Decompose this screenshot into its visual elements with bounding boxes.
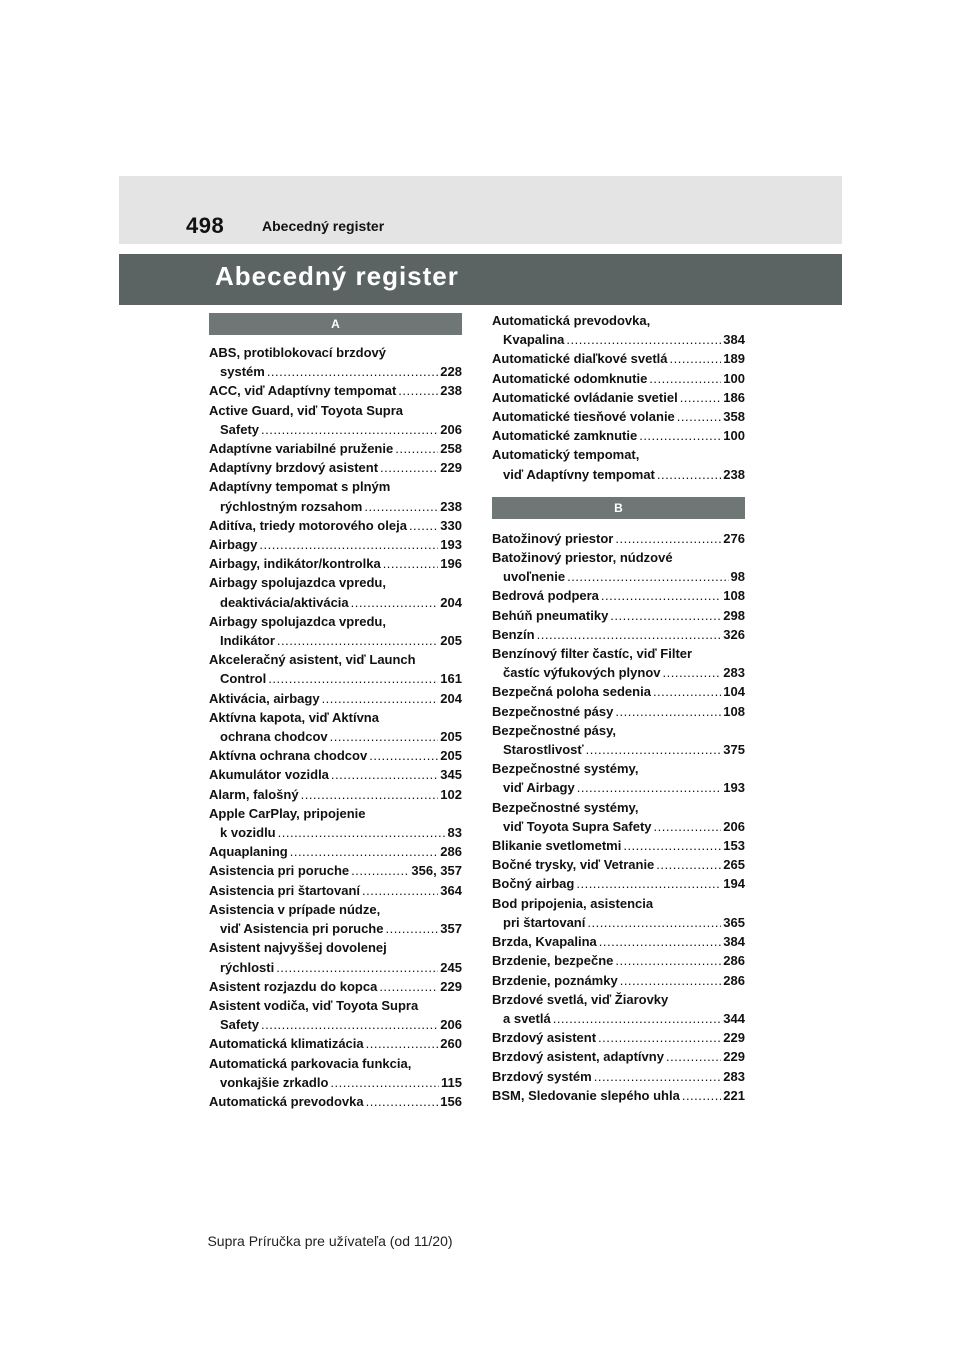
- index-entry: [492, 721, 745, 759]
- index-entry: [209, 516, 462, 535]
- entry-text: Automatické tiesňové volanie: [492, 409, 675, 425]
- index-entry: [209, 458, 462, 477]
- entry-text: Bezpečnostné systémy,: [492, 799, 639, 815]
- page-reference: 193: [440, 537, 462, 553]
- entry-text: Brzdenie, poznámky: [492, 972, 618, 988]
- index-entry: [492, 1028, 745, 1047]
- entry-text: ochrana chodcov: [220, 729, 328, 745]
- title-band: [119, 254, 842, 305]
- entry-text: častíc výfukových plynov: [503, 665, 661, 681]
- entry-text: Asistencia pri poruche: [209, 863, 350, 879]
- letter-heading-a: A: [209, 313, 462, 335]
- page-reference: 194: [723, 876, 745, 892]
- dot-leader: [576, 874, 721, 893]
- entry-text: Automatická klimatizácia: [209, 1036, 364, 1052]
- index-entry: [492, 759, 745, 797]
- dot-leader: [677, 407, 722, 426]
- index-entry: [492, 625, 745, 644]
- entry-text: Airbagy: [209, 537, 258, 553]
- index-entry: [209, 1092, 462, 1111]
- dot-leader: [267, 362, 438, 381]
- page-reference: 204: [440, 594, 462, 610]
- entry-text: Automatické odomknutie: [492, 370, 648, 386]
- dot-leader: [649, 369, 721, 388]
- dot-leader: [385, 919, 438, 938]
- entry-text: Starostlivosť: [503, 742, 584, 758]
- entry-text: Kvapalina: [503, 332, 565, 348]
- dot-leader: [656, 855, 721, 874]
- dot-leader: [620, 971, 722, 990]
- entry-text: Safety: [220, 1017, 260, 1033]
- dot-leader: [598, 1028, 721, 1047]
- entry-text: Automatické diaľkové svetlá: [492, 351, 668, 367]
- entry-text: viď Toyota Supra Safety: [503, 818, 652, 834]
- page-reference: 260: [440, 1036, 462, 1052]
- index-entry: [209, 708, 462, 746]
- index-entry: [492, 548, 745, 586]
- page-reference: 265: [723, 857, 745, 873]
- page-reference: 104: [723, 684, 745, 700]
- entry-text: viď Airbagy: [503, 780, 575, 796]
- index-entry: [492, 529, 745, 548]
- dot-leader: [537, 625, 722, 644]
- entry-text: Automatická prevodovka,: [492, 313, 651, 328]
- index-entry: [492, 874, 745, 893]
- letter-heading-b: B: [492, 497, 745, 519]
- entry-text: systém: [220, 364, 265, 380]
- dot-leader: [594, 1067, 722, 1086]
- page-reference: 286: [723, 972, 745, 988]
- dot-leader: [666, 1047, 721, 1066]
- entry-text: deaktivácia/aktivácia: [220, 594, 349, 610]
- index-entry: [209, 765, 462, 784]
- page-reference: 345: [440, 767, 462, 783]
- entry-text: rýchlosti: [220, 959, 275, 975]
- index-entry: [492, 932, 745, 951]
- dot-leader: [301, 785, 439, 804]
- dot-leader: [261, 1015, 438, 1034]
- dot-leader: [567, 567, 728, 586]
- page-reference: 384: [723, 934, 745, 950]
- page-title: Abecedný register: [215, 261, 459, 291]
- index-entry: [492, 349, 745, 368]
- page-reference: 229: [723, 1030, 745, 1046]
- dot-leader: [670, 349, 722, 368]
- dot-leader: [366, 1034, 439, 1053]
- dot-leader: [663, 663, 722, 682]
- dot-leader: [330, 1073, 439, 1092]
- page-reference: 206: [723, 818, 745, 834]
- page-reference: 286: [440, 844, 462, 860]
- index-entry: [492, 311, 745, 349]
- entry-text: Akumulátor vozidla: [209, 767, 329, 783]
- page-reference: 286: [723, 953, 745, 969]
- entry-text: Asistent rozjazdu do kopca: [209, 978, 378, 994]
- index-entry: [209, 554, 462, 573]
- entry-text: Bočné trysky, viď Vetranie: [492, 857, 655, 873]
- dot-leader: [278, 823, 446, 842]
- entry-text: Safety: [220, 421, 260, 437]
- dot-leader: [259, 535, 438, 554]
- page-reference: 205: [440, 633, 462, 649]
- entry-text: Asistencia pri štartovaní: [209, 882, 360, 898]
- index-entry: [492, 1047, 745, 1066]
- index-entry: [492, 445, 745, 483]
- running-title: Abecedný register: [262, 218, 385, 234]
- page-reference: 375: [723, 742, 745, 758]
- entry-text: Blikanie svetlometmi: [492, 838, 622, 854]
- page-reference: 365: [723, 914, 745, 930]
- entry-text: Aktívna kapota, viď Aktívna: [209, 709, 379, 725]
- page-reference: 330: [440, 517, 462, 533]
- page-reference: 83: [447, 825, 462, 841]
- page-reference: 206: [440, 1017, 462, 1033]
- index-entry: [492, 586, 745, 605]
- entry-text: Bedrová podpera: [492, 588, 599, 604]
- dot-leader: [322, 689, 439, 708]
- dot-leader: [680, 388, 722, 407]
- entry-text: BSM, Sledovanie slepého uhla: [492, 1087, 680, 1103]
- dot-leader: [366, 1092, 439, 1111]
- index-entry: [209, 439, 462, 458]
- entry-text: Alarm, falošný: [209, 786, 299, 802]
- dot-leader: [351, 861, 409, 880]
- page-reference: 102: [440, 786, 462, 802]
- index-entry: [492, 894, 745, 932]
- page-reference: 98: [730, 569, 745, 585]
- footer-text: Supra Príručka pre užívateľa (od 11/20): [207, 1233, 453, 1249]
- dot-leader: [351, 593, 439, 612]
- page-reference: 196: [440, 556, 462, 572]
- index-entry: [209, 900, 462, 938]
- index-entry: [209, 842, 462, 861]
- entry-text: Automatické zamknutie: [492, 428, 638, 444]
- page-reference: 238: [440, 498, 462, 514]
- entry-list: [209, 343, 462, 1111]
- entry-text: Automatické ovládanie svetiel: [492, 389, 678, 405]
- index-entry: [492, 388, 745, 407]
- index-entry: [209, 535, 462, 554]
- index-entry: [492, 836, 745, 855]
- page-reference: 238: [723, 466, 745, 482]
- dot-leader: [566, 330, 721, 349]
- entry-text: Asistent najvyššej dovolenej: [209, 940, 387, 956]
- dot-leader: [586, 740, 722, 759]
- index-entry: [492, 606, 745, 625]
- entry-text: rýchlostným rozsahom: [220, 498, 363, 514]
- index-entry: [209, 477, 462, 515]
- dot-leader: [379, 977, 438, 996]
- page-reference: 153: [723, 838, 745, 854]
- entry-text: pri štartovaní: [503, 914, 586, 930]
- dot-leader: [398, 381, 438, 400]
- index-entry: [209, 689, 462, 708]
- entry-list: [492, 529, 745, 1105]
- entry-text: Asistent vodiča, viď Toyota Supra: [209, 997, 419, 1013]
- page-reference: 221: [723, 1087, 745, 1103]
- dot-leader: [610, 606, 721, 625]
- entry-text: Brzdový systém: [492, 1068, 592, 1084]
- dot-leader: [615, 529, 721, 548]
- entry-text: Brzda, Kvapalina: [492, 934, 597, 950]
- index-entry: [209, 381, 462, 400]
- entry-text: Brzdový asistent, adaptívny: [492, 1049, 664, 1065]
- entry-text: Adaptívny brzdový asistent: [209, 460, 379, 476]
- dot-leader: [623, 836, 721, 855]
- dot-leader: [383, 554, 439, 573]
- entry-text: Automatická prevodovka: [209, 1093, 364, 1109]
- header-band: [119, 176, 842, 244]
- dot-leader: [599, 932, 722, 951]
- page-reference: 229: [723, 1049, 745, 1065]
- entry-text: Benzín: [492, 626, 535, 642]
- dot-leader: [330, 727, 439, 746]
- dot-leader: [601, 586, 721, 605]
- page-reference: 205: [440, 748, 462, 764]
- page-reference: 204: [440, 690, 462, 706]
- page-reference: 357: [440, 921, 462, 937]
- dot-leader: [587, 913, 721, 932]
- entry-text: uvoľnenie: [503, 569, 566, 585]
- entry-text: Aktívna ochrana chodcov: [209, 748, 368, 764]
- page-reference: 108: [723, 588, 745, 604]
- index-entry: [209, 746, 462, 765]
- page-reference: 364: [440, 882, 462, 898]
- index-entry: [209, 1034, 462, 1053]
- entry-text: Brzdový asistent: [492, 1030, 597, 1046]
- dot-leader: [261, 420, 438, 439]
- entry-text: ABS, protiblokovací brzdový: [209, 345, 386, 360]
- page-reference: 205: [440, 729, 462, 745]
- page-reference: 193: [723, 780, 745, 796]
- dot-leader: [682, 1086, 721, 1105]
- index-entry: [492, 426, 745, 445]
- dot-leader: [364, 497, 438, 516]
- entry-text: Bočný airbag: [492, 876, 575, 892]
- page-reference: 161: [440, 671, 462, 687]
- entry-text: Aktivácia, airbagy: [209, 690, 320, 706]
- page-reference: 115: [441, 1074, 462, 1090]
- index-entry: [492, 971, 745, 990]
- index-column-left: [209, 313, 462, 1111]
- entry-text: vonkajšie zrkadlo: [220, 1074, 329, 1090]
- index-entry: [492, 798, 745, 836]
- dot-leader: [615, 702, 721, 721]
- index-entry: [209, 573, 462, 611]
- entry-text: Apple CarPlay, pripojenie: [209, 805, 366, 821]
- entry-text: Bezpečnostné systémy,: [492, 761, 639, 777]
- page-number: 498: [186, 213, 225, 238]
- entry-text: Bod pripojenia, asistencia: [492, 895, 654, 911]
- page-reference: 283: [723, 1068, 745, 1084]
- index-entry: [492, 990, 745, 1028]
- page-reference: 245: [440, 959, 462, 975]
- entry-text: Aquaplaning: [209, 844, 288, 860]
- index-entry: [209, 861, 462, 880]
- index-entry: [492, 951, 745, 970]
- entry-text: Bezpečnostné pásy,: [492, 722, 617, 738]
- entry-text: Behúň pneumatiky: [492, 607, 609, 623]
- entry-text: Aditíva, triedy motorového oleja: [209, 517, 407, 533]
- dot-leader: [268, 669, 438, 688]
- page-reference: 100: [723, 370, 745, 386]
- entry-text: Airbagy spolujazdca vpredu,: [209, 613, 386, 629]
- page-reference: 344: [723, 1010, 745, 1026]
- dot-leader: [290, 842, 439, 861]
- entry-text: Batožinový priestor: [492, 530, 614, 546]
- page-reference: 326: [723, 626, 745, 642]
- index-entry: [492, 369, 745, 388]
- index-entry: [209, 804, 462, 842]
- page-reference: 156: [440, 1093, 462, 1109]
- entry-text: Indikátor: [220, 633, 275, 649]
- page-reference: 229: [440, 978, 462, 994]
- entry-text: Active Guard, viď Toyota Supra: [209, 402, 404, 418]
- dot-leader: [331, 765, 438, 784]
- page-reference: 206: [440, 421, 462, 437]
- page-reference: 238: [440, 383, 462, 399]
- dot-leader: [277, 631, 438, 650]
- entry-text: Batožinový priestor, núdzové: [492, 550, 673, 566]
- dot-leader: [654, 817, 722, 836]
- dot-leader: [639, 426, 721, 445]
- page-reference: 189: [723, 351, 745, 367]
- dot-leader: [657, 465, 721, 484]
- dot-leader: [615, 951, 721, 970]
- page-reference: 358: [723, 409, 745, 425]
- entry-list: [492, 311, 745, 484]
- entry-text: a svetlá: [503, 1010, 551, 1026]
- page-reference: 229: [440, 460, 462, 476]
- page-reference: 283: [723, 665, 745, 681]
- index-entry: [209, 996, 462, 1034]
- entry-text: Benzínový filter častíc, viď Filter: [492, 646, 693, 662]
- entry-text: Adaptívne variabilné pruženie: [209, 441, 394, 457]
- dot-leader: [553, 1009, 722, 1028]
- index-entry: [209, 401, 462, 439]
- entry-text: Adaptívny tempomat s plným: [209, 479, 391, 495]
- dot-leader: [276, 958, 438, 977]
- entry-text: Automatická parkovacia funkcia,: [209, 1055, 412, 1071]
- entry-text: Bezpečnostné pásy: [492, 703, 614, 719]
- entry-text: viď Asistencia pri poruche: [220, 921, 384, 937]
- dot-leader: [409, 516, 438, 535]
- index-entry: [492, 682, 745, 701]
- page-reference: 258: [440, 441, 462, 457]
- index-entry: [209, 785, 462, 804]
- dot-leader: [577, 778, 722, 797]
- page-reference: 228: [440, 364, 462, 380]
- page-reference: 186: [723, 389, 745, 405]
- entry-text: viď Adaptívny tempomat: [503, 466, 655, 482]
- index-entry: [209, 881, 462, 900]
- index-entry: [492, 1067, 745, 1086]
- index-entry: [492, 644, 745, 682]
- index-entry: [492, 702, 745, 721]
- entry-text: ACC, viď Adaptívny tempomat: [209, 383, 397, 399]
- index-entry: [492, 855, 745, 874]
- page-reference: 100: [723, 428, 745, 444]
- index-entry: [209, 343, 462, 381]
- entry-text: Asistencia v prípade núdze,: [209, 901, 381, 917]
- entry-text: Brzdenie, bezpečne: [492, 953, 614, 969]
- entry-text: Automatický tempomat,: [492, 447, 640, 463]
- page-reference: 298: [723, 607, 745, 623]
- index-entry: [209, 1054, 462, 1092]
- index-column-right: [492, 311, 745, 1105]
- entry-text: Airbagy, indikátor/kontrolka: [209, 556, 381, 572]
- entry-text: Control: [220, 671, 267, 687]
- entry-text: Bezpečná poloha sedenia: [492, 684, 651, 700]
- index-entry: [209, 977, 462, 996]
- index-entry: [209, 938, 462, 976]
- page-reference: 356, 357: [411, 863, 462, 879]
- dot-leader: [369, 746, 438, 765]
- index-entry: [492, 407, 745, 426]
- index-entry: [209, 650, 462, 688]
- page-reference: 276: [723, 530, 745, 546]
- entry-text: Airbagy spolujazdca vpredu,: [209, 575, 386, 591]
- entry-text: Brzdové svetlá, viď Žiarovky: [492, 991, 669, 1007]
- dot-leader: [395, 439, 438, 458]
- page-reference: 384: [723, 332, 745, 348]
- dot-leader: [653, 682, 721, 701]
- index-entry: [492, 1086, 745, 1105]
- page-reference: 108: [723, 703, 745, 719]
- dot-leader: [380, 458, 438, 477]
- entry-text: Akceleračný asistent, viď Launch: [209, 652, 416, 668]
- index-entry: [209, 612, 462, 650]
- dot-leader: [362, 881, 438, 900]
- entry-text: k vozidlu: [220, 825, 276, 841]
